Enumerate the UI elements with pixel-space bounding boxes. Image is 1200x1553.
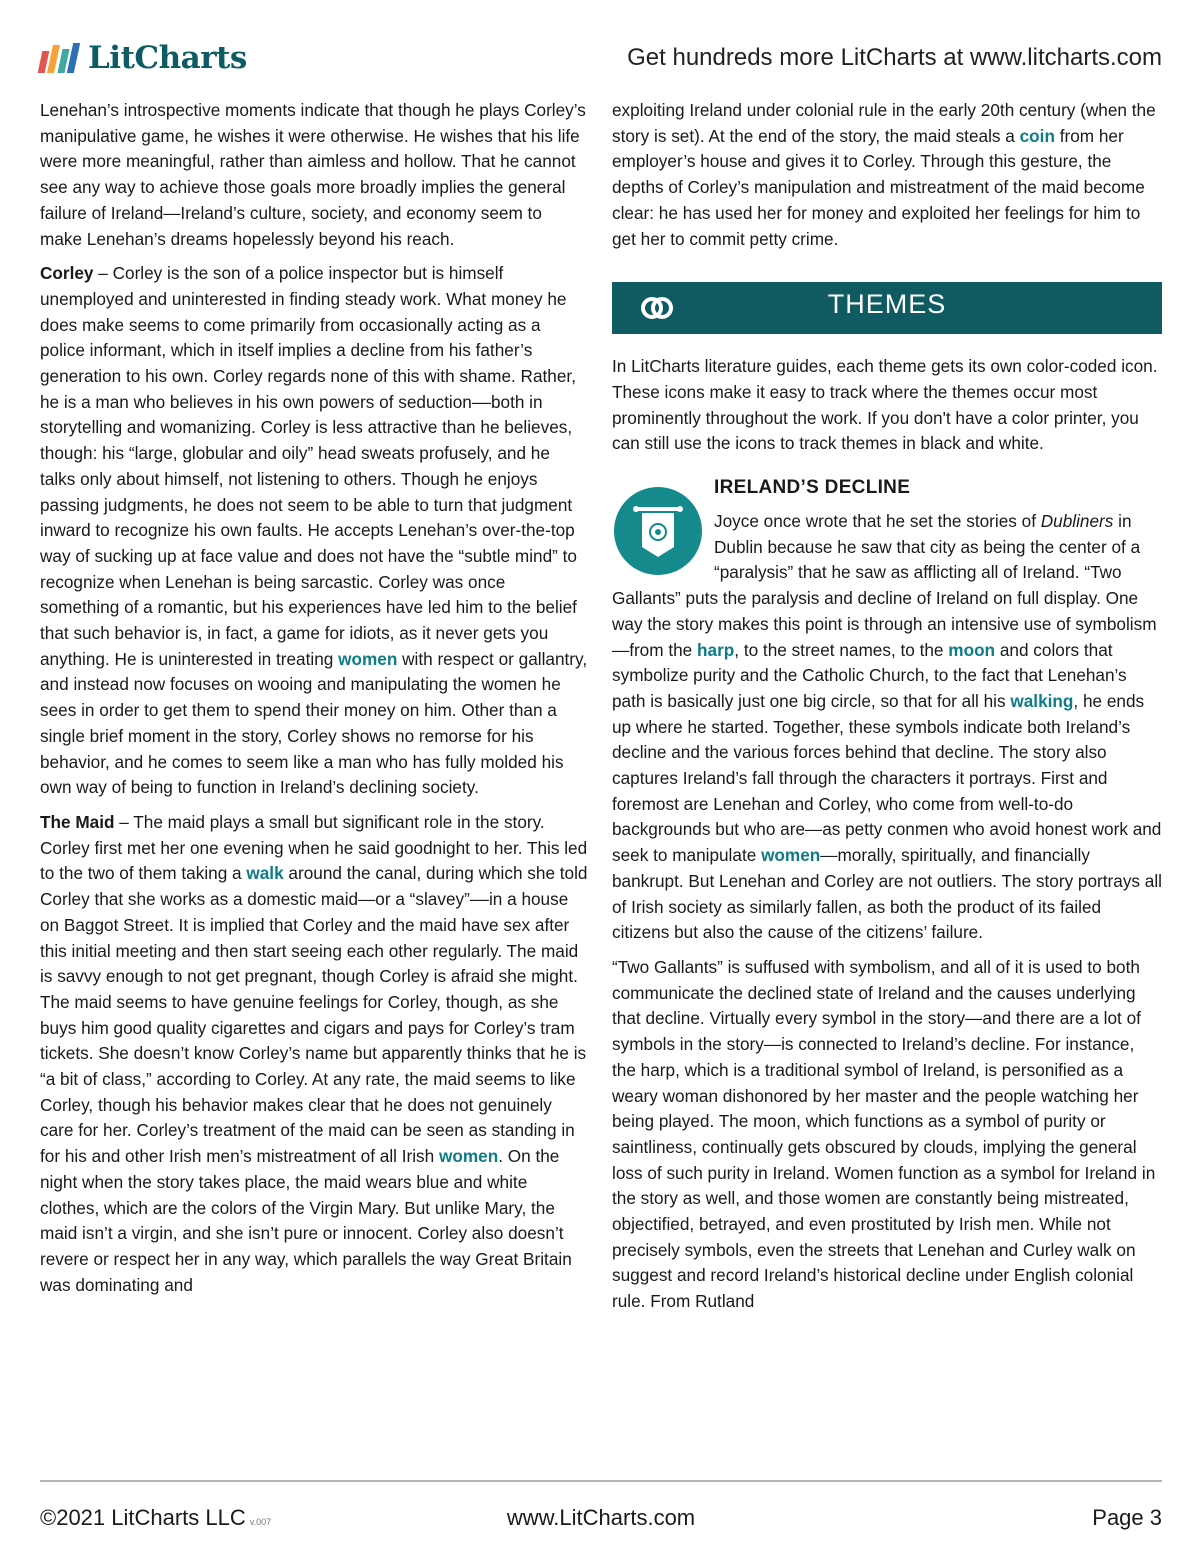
text-run: , to the street names, to the bbox=[734, 639, 949, 660]
symbol-link-coin[interactable]: coin bbox=[1019, 125, 1055, 146]
logo-text: LitCharts bbox=[88, 40, 247, 76]
text-run: and colors that symbolize purity and the Catholic Church, to the fact that Lenehan’s path is basically just one big circle, so that for all his bbox=[612, 639, 1127, 711]
text-run: around the canal, during which she told Corley that she works as a domestic maid—or a “slavey”––in a house on Baggot Street. It is implied that Corley and the maid have sex after this initial meeting and then start seeing each other regularly. The maid is savvy enough to not get pregnant, though Corley is afraid she might. The maid seems to have genuine feelings for Corley, though, as she buys him good quality cigarettes and cigars and pays for Corley’s tram tickets. She doesn’t know Corley’s name but apparently thinks that he is “a bit of class,” according to Corley. At any rate, the maid seems to like Corley, though his behavior makes clear that he does not genuinely care for her. Corley’s treatment of the maid can be seen as standing in for his and other Irish men’s mistreatment of all Irish bbox=[40, 863, 588, 1167]
footer-site-link[interactable]: www.LitCharts.com bbox=[506, 1505, 696, 1530]
text-run: from her employer’s house and gives it to Corley. Through this gesture, the depths of Corley’s manipulation and mistreatment of the maid become clear: he has used her for money and exploited her feelings for him to get her to commit petty crime. bbox=[612, 125, 1145, 249]
pennant-banner-icon bbox=[612, 485, 704, 577]
symbol-link-harp[interactable]: harp bbox=[697, 639, 735, 660]
symbol-link-moon[interactable]: moon bbox=[948, 639, 996, 660]
right-column bbox=[612, 98, 1162, 1324]
left-column bbox=[40, 98, 588, 1307]
text-run: in Dublin because he saw that city as being the center of a “paralysis” that he saw as afflicting all of Ireland. “Two Gallants” puts the paralysis and decline of Ireland on full display. One way the story makes this point is through an intensive use of symbolism—from the bbox=[612, 511, 1157, 660]
litcharts-bars-icon bbox=[40, 43, 80, 73]
text-run: – Corley is the son of a police inspector but is himself unemployed and uninterested in finding steady work. What money he does make seems to come primarily from occasionally acting as a police informant, which in itself implies a decline from his father’s generation to his own. Corley regards none of this with shame. Rather, he is a man who believes in his own powers of seduction––both in storytelling and womanizing. Corley is less attractive than he believes, though: his “large, globular and oily” head sweats profusely, and he talks only about himself, not listening to others. Though he enjoys passing judgments, he does not seem to be able to turn that judgment inward to recognize his own faults. He accepts Lenehan’s over-the-top way of sucking up at face value and does not have the “subtle mind” to recognize when Lenehan is being sarcastic. Corley was once something of a romantic, but his experiences have led him to the belief that such behavior is, in fact, a game for idiots, as it never gets you anything. He is uninterested in treating bbox=[40, 263, 577, 669]
text-run: – The maid plays a small but significant role in the story. Corley first met her one evening when he said goodnight to her. This led to the two of them taking a bbox=[40, 811, 588, 884]
symbol-link-women[interactable]: women bbox=[338, 648, 398, 669]
themes-section-banner bbox=[612, 282, 1162, 334]
maid-paragraph-continued bbox=[612, 98, 1162, 252]
character-term-corley: Corley bbox=[40, 263, 94, 284]
symbol-link-walking[interactable]: walking bbox=[1010, 690, 1074, 711]
text-run: . On the night when the story takes place, the maid wears blue and white clothes, which are the colors of the Virgin Mary. But unlike Mary, the maid isn’t a virgin, and she isn’t pure or innocent. Corley also doesn’t revere or respect her in any way, which parallels the way Great Britain was dominating and bbox=[40, 1146, 572, 1295]
text-run: exploiting Ireland under colonial rule in the early 20th century (when the story is set). At the end of the story, the maid steals a bbox=[612, 100, 1156, 146]
symbol-link-walk[interactable]: walk bbox=[246, 863, 284, 884]
copyright-text: ©2021 LitCharts LLC bbox=[40, 1505, 246, 1530]
themes-intro: In LitCharts literature guides, each theme gets its own color-coded icon. These icons make it easy to track where the themes occur most prominently throughout the work. If you don't have a color printer, you can still use the icons to track themes in black and white. bbox=[612, 356, 1158, 454]
header-cta[interactable]: Get hundreds more LitCharts at www.litcharts.com bbox=[627, 44, 1162, 71]
text-run: , he ends up where he started. Together, these symbols indicate both Ireland’s decline and the various forces behind that decline. The story also captures Ireland’s fall through the characters it portrays. First and foremost are Lenehan and Corley, who come from well-to-do backgrounds but who are—as petty conmen who avoid honest work and seek to manipulate bbox=[612, 690, 1162, 866]
page-footer bbox=[40, 1505, 1162, 1535]
character-term-maid: The Maid bbox=[40, 811, 115, 832]
text-run: with respect or gallantry, and instead now focuses on wooing and manipulating the women he sees in order to get them to spend their money on him. Other than a single brief moment in the story, Corley shows no remorse for his behavior, and he comes to seem like a man who has fully molded his own way of being to function in Ireland’s declining society. bbox=[40, 648, 588, 798]
symbol-link-women[interactable]: women bbox=[761, 845, 821, 866]
lenehan-paragraph-end: Lenehan’s introspective moments indicate that though he plays Corley’s manipulative game, he wishes it were otherwise. He wishes that his life were more meaningful, rather than aimless and hollow. That he cannot see any way to achieve those goals more broadly implies the general failure of Ireland—Ireland’s culture, society, and economy seem to make Lenehan’s dreams hopelessly beyond his reach. bbox=[40, 100, 586, 249]
text-run: —morally, spiritually, and financially bankrupt. But Lenehan and Corley are not outliers. The story portrays all of Irish society as similarly fallen, as both the product of its failed citizens but also the cause of the citizens’ failure. bbox=[612, 845, 1162, 943]
theme-title: IRELAND’S DECLINE bbox=[714, 477, 911, 499]
book-title-dubliners: Dubliners bbox=[1040, 511, 1114, 532]
version-label: v.007 bbox=[249, 1517, 272, 1527]
maid-paragraph bbox=[40, 810, 588, 1298]
theme-paragraph-2: “Two Gallants” is suffused with symbolism, and all of it is used to both communicate the declined state of Ireland and the causes underlying that decline. Virtually every symbol in the story—and there are a lot of symbols in the story—is connected to Ireland’s decline. For instance, the harp, which is a traditional symbol of Ireland, is personified as a weary woman dishonored by her master and the people watching her being played. The moon, which functions as a symbol of purity or saintliness, continually gets obscured by clouds, implying the general loss of such purity in Ireland. Women function as a symbol for Ireland in the story as well, and those women are constantly being mistreated, objectified, betrayed, and even prostituted by Irish men. While not precisely symbols, even the streets that Lenehan and Curley walk on suggest and record Ireland’s historical decline under English colonial rule. From Rutland bbox=[612, 956, 1156, 1312]
page-header bbox=[40, 36, 1162, 80]
footer-divider bbox=[40, 1480, 1162, 1482]
corley-paragraph bbox=[40, 261, 588, 801]
text-run: Joyce once wrote that he set the stories of bbox=[714, 511, 1041, 532]
page-number: Page 3 bbox=[1092, 1505, 1162, 1530]
theme-irelands-decline bbox=[612, 475, 1162, 1315]
litcharts-logo[interactable] bbox=[40, 36, 247, 80]
themes-title: THEMES bbox=[827, 289, 947, 320]
symbol-link-women[interactable]: women bbox=[438, 1146, 499, 1167]
